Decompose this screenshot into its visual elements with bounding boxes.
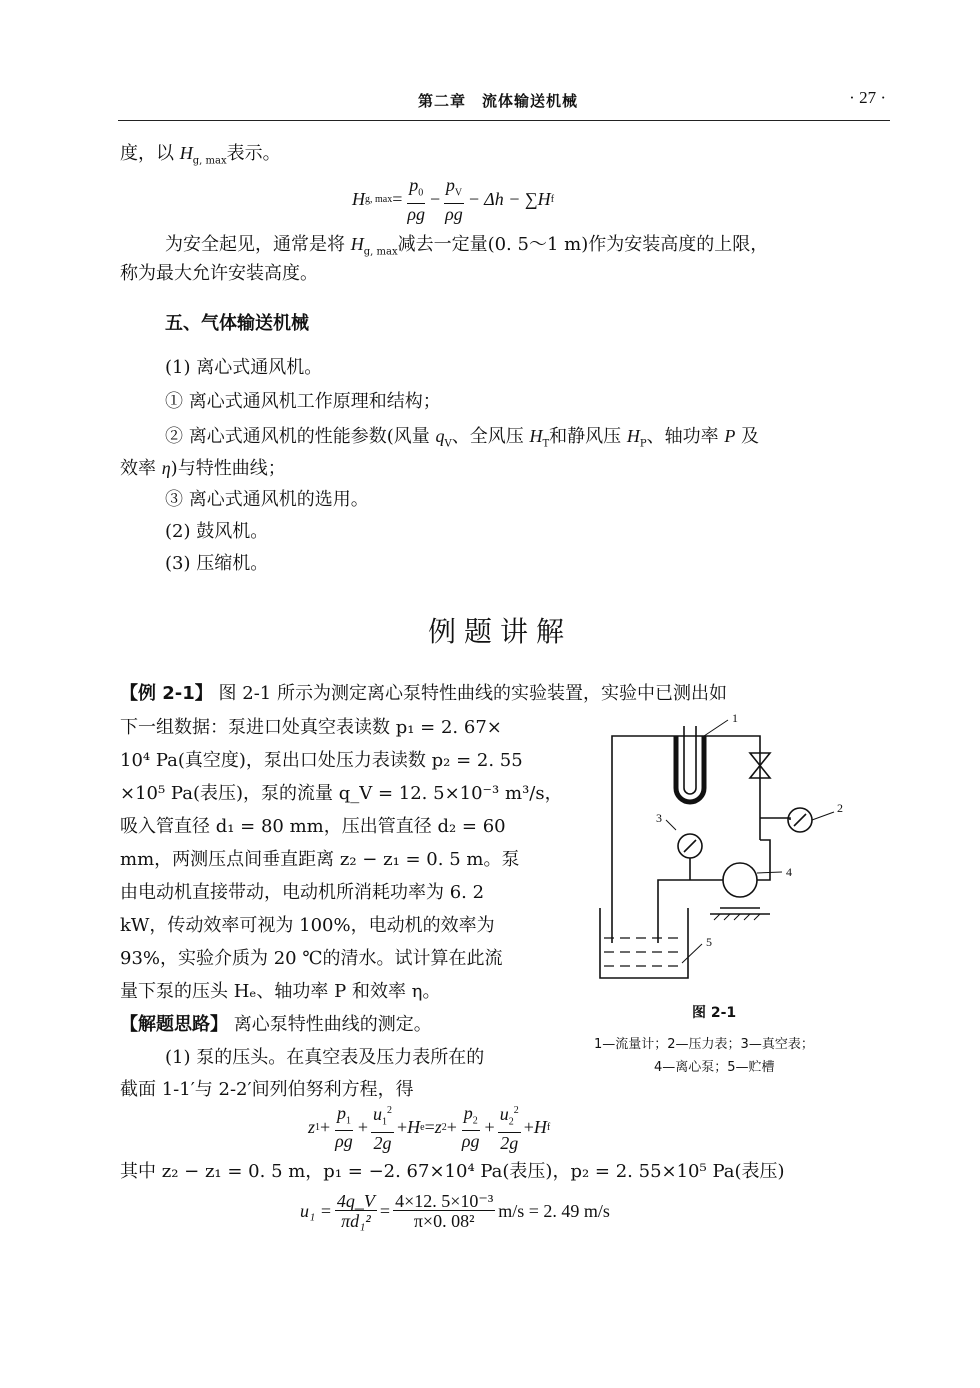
item-text: )与特性曲线； — [170, 458, 286, 479]
frac-num-sub: 1 — [345, 1115, 351, 1127]
formula-minus: − — [430, 189, 441, 210]
frac-num: u — [499, 1104, 509, 1124]
eq-plus: + — [396, 1116, 408, 1137]
formula-tail-sub: f — [550, 194, 555, 206]
leader-3 — [666, 820, 676, 830]
figure-2-1-diagram — [590, 708, 870, 998]
frac-num-sup: 2 — [513, 1105, 519, 1116]
intro-subscript: g, max — [192, 155, 227, 167]
eq-z2-sub: 2 — [441, 1121, 447, 1133]
item-sub: V — [444, 438, 452, 450]
eq-hf: H — [533, 1116, 547, 1137]
label-2: 2 — [837, 801, 843, 815]
chapter-title: 第二章 流体输送机械 — [418, 92, 579, 110]
figure-caption-1: 1—流量计；2—压力表；3—真空表； — [594, 1037, 814, 1052]
formula-hg-max — [352, 176, 554, 224]
storage-tank — [600, 908, 688, 978]
eq-equals: = — [424, 1116, 435, 1137]
item-sym: P — [724, 426, 736, 446]
eq-he-sub: e — [420, 1121, 425, 1133]
approach-text: 离心泵特性曲线的测定。 — [228, 1014, 432, 1035]
frac-num: u — [372, 1104, 382, 1124]
page-header — [118, 84, 890, 121]
list-item-2: (2) 鼓风机。 — [165, 521, 269, 542]
page-number: · 27 · — [849, 88, 886, 107]
label-1: 1 — [732, 711, 738, 725]
example-text: 图 2-1 所示为测定离心泵特性曲线的实验装置，实验中已测出如 — [212, 683, 727, 704]
list-item-1c: ③ 离心式通风机的选用。 — [165, 489, 369, 510]
section-title: 五、气体输送机械 — [165, 313, 309, 334]
example-label: 【例 2-1】 — [120, 683, 213, 704]
item-sym: H — [529, 426, 543, 446]
fraction-p2 — [460, 1104, 482, 1152]
frac-num: p — [463, 1102, 473, 1123]
frac-num-sub: 0 — [418, 187, 424, 199]
fraction-u2 — [498, 1102, 521, 1153]
bernoulli-equation — [308, 1102, 550, 1153]
intro-symbol: H — [179, 143, 193, 163]
frac-num-sub: V — [454, 187, 463, 199]
eq-z1-sub: 1 — [315, 1121, 321, 1133]
safety-line-1 — [165, 232, 768, 265]
list-item-1b-cont — [120, 456, 286, 481]
eq-he: H — [407, 1116, 421, 1137]
leader-1 — [704, 720, 728, 736]
example-line: ×10⁵ Pa(表压)，泵的流量 q_V = 12. 5×10⁻³ m³/s， — [120, 783, 563, 804]
eq-plus: + — [523, 1116, 534, 1137]
fraction-4qv — [335, 1192, 377, 1231]
eq-z1: z — [308, 1116, 316, 1137]
item-sym: q — [435, 426, 445, 446]
item-sub: P — [639, 438, 647, 450]
frac-num: 4×12. 5×10⁻³ — [395, 1191, 494, 1211]
fraction-pv — [443, 176, 465, 224]
formula-lhs-sub: g, max — [365, 194, 393, 206]
flowmeter-u-tube — [676, 736, 704, 802]
label-3: 3 — [656, 811, 662, 825]
examples-title: 例题讲解 — [428, 615, 573, 648]
frac-num-sub: 2 — [508, 1116, 514, 1128]
approach-label: 【解题思路】 — [120, 1014, 228, 1035]
frac-den: π×0. 08² — [413, 1211, 475, 1231]
figure-title: 图 2-1 — [692, 1005, 737, 1021]
where-line: 其中 z₂ − z₁ = 0. 5 m，p₁ = −2. 67×10⁴ Pa(表压)，p₂ = 2. 55×10⁵ Pa(表压) — [120, 1161, 785, 1182]
u1-lhs: u₁ = — [300, 1201, 332, 1221]
list-item-1: (1) 离心式通风机。 — [165, 357, 323, 378]
example-line: 由电动机直接带动，电动机所消耗功率为 6. 2 — [120, 882, 485, 903]
item-text: 、全风压 — [451, 426, 530, 447]
leader-4 — [757, 872, 782, 873]
eq-plus: + — [357, 1116, 368, 1137]
example-line: 吸入管直径 d₁ = 80 mm，压出管直径 d₂ = 60 — [120, 816, 506, 837]
u1-equals: = — [379, 1201, 391, 1221]
step1-line-2: 截面 1-1′与 2-2′间列伯努利方程，得 — [120, 1079, 414, 1100]
eq-plus: + — [484, 1116, 495, 1137]
frac-num-sup: 2 — [386, 1105, 392, 1116]
gauge3-needle — [684, 840, 696, 852]
safety-sub: g, max — [363, 246, 398, 258]
example-line: 10⁴ Pa(真空度)，泵出口处压力表读数 p₂ = 2. 55 — [120, 750, 523, 771]
list-item-1b — [165, 424, 759, 457]
intro-text-end: 表示。 — [226, 143, 281, 164]
frac-num: p — [336, 1102, 346, 1123]
safety-line-2: 称为最大允许安装高度。 — [120, 263, 318, 284]
suction-pipe — [658, 880, 723, 943]
safety-text: 为安全起见，通常是将 — [165, 234, 351, 255]
item-text: 、轴功率 — [646, 426, 725, 447]
fraction-p0 — [405, 176, 427, 224]
frac-den: 2g — [373, 1132, 392, 1153]
example-line: kW，传动效率可视为 100%，电动机的效率为 — [120, 915, 495, 936]
item-text: ② 离心式通风机的性能参数(风量 — [165, 426, 436, 447]
fraction-p1 — [333, 1104, 355, 1152]
item-sym: η — [161, 458, 171, 478]
eq-plus: + — [446, 1116, 457, 1137]
formula-tail: − Δh − ∑H — [467, 189, 551, 210]
example-line: 93%，实验介质为 20 ℃的清水。试计算在此流 — [120, 948, 503, 969]
label-5: 5 — [706, 935, 712, 949]
pump-icon — [723, 863, 757, 897]
u1-result: m/s = 2. 49 m/s — [498, 1201, 610, 1221]
fraction-u1 — [371, 1102, 394, 1153]
frac-num: 4q_V — [336, 1191, 375, 1211]
intro-text: 度，以 — [120, 143, 180, 164]
frac-num: p — [445, 175, 455, 195]
leader-5 — [682, 944, 702, 963]
frac-den: πd₁² — [341, 1211, 371, 1231]
example-line: 量下泵的压头 Hₑ、轴功率 P 和效率 η。 — [120, 981, 441, 1002]
frac-den: ρg — [445, 203, 463, 224]
safety-symbol: H — [350, 234, 364, 254]
ground-hatch — [714, 914, 760, 920]
gauge2-branch — [760, 818, 790, 820]
example-line: mm，两测压点间垂直距离 z₂ − z₁ = 0. 5 m。泵 — [120, 849, 520, 870]
example-first-line — [120, 682, 727, 706]
item-text: 效率 — [120, 458, 162, 479]
list-item-3: (3) 压缩机。 — [165, 553, 269, 574]
list-item-1a: ① 离心式通风机工作原理和结构； — [165, 391, 441, 412]
gauge2-needle — [794, 814, 806, 826]
pump-outlet — [757, 840, 770, 880]
frac-den: ρg — [407, 203, 426, 224]
frac-den: ρg — [335, 1131, 353, 1152]
eq-z2: z — [434, 1116, 442, 1137]
formula-eq: = — [392, 189, 403, 210]
frac-num: p — [409, 175, 419, 195]
frac-den: ρg — [461, 1131, 480, 1152]
approach-line — [120, 1013, 432, 1037]
eq-plus: + — [320, 1116, 331, 1137]
item-text: 和静风压 — [549, 426, 627, 447]
item-sym: H — [626, 426, 640, 446]
fraction-numeric — [393, 1192, 495, 1231]
example-line: 下一组数据：泵进口处真空表读数 p₁ = 2. 67× — [120, 717, 502, 738]
pipe-top — [612, 736, 760, 943]
figure-caption-2: 4—离心泵；5—贮槽 — [654, 1060, 775, 1075]
item-text: 及 — [735, 426, 760, 447]
intro-line — [120, 141, 281, 174]
formula-lhs: H — [352, 189, 365, 210]
step1-line-1: (1) 泵的压头。在真空表及压力表所在的 — [165, 1047, 485, 1068]
item-sub: T — [542, 438, 550, 450]
safety-text-end: 减去一定量(0. 5～1 m)作为安装高度的上限， — [397, 234, 769, 255]
frac-num-sub: 2 — [472, 1115, 478, 1127]
u1-equation — [300, 1192, 610, 1231]
label-4: 4 — [786, 865, 792, 879]
frac-num-sub: 1 — [381, 1116, 387, 1128]
eq-hf-sub: f — [546, 1121, 551, 1133]
frac-den: 2g — [500, 1132, 519, 1153]
water-hatch — [604, 952, 684, 966]
leader-2 — [812, 812, 834, 820]
